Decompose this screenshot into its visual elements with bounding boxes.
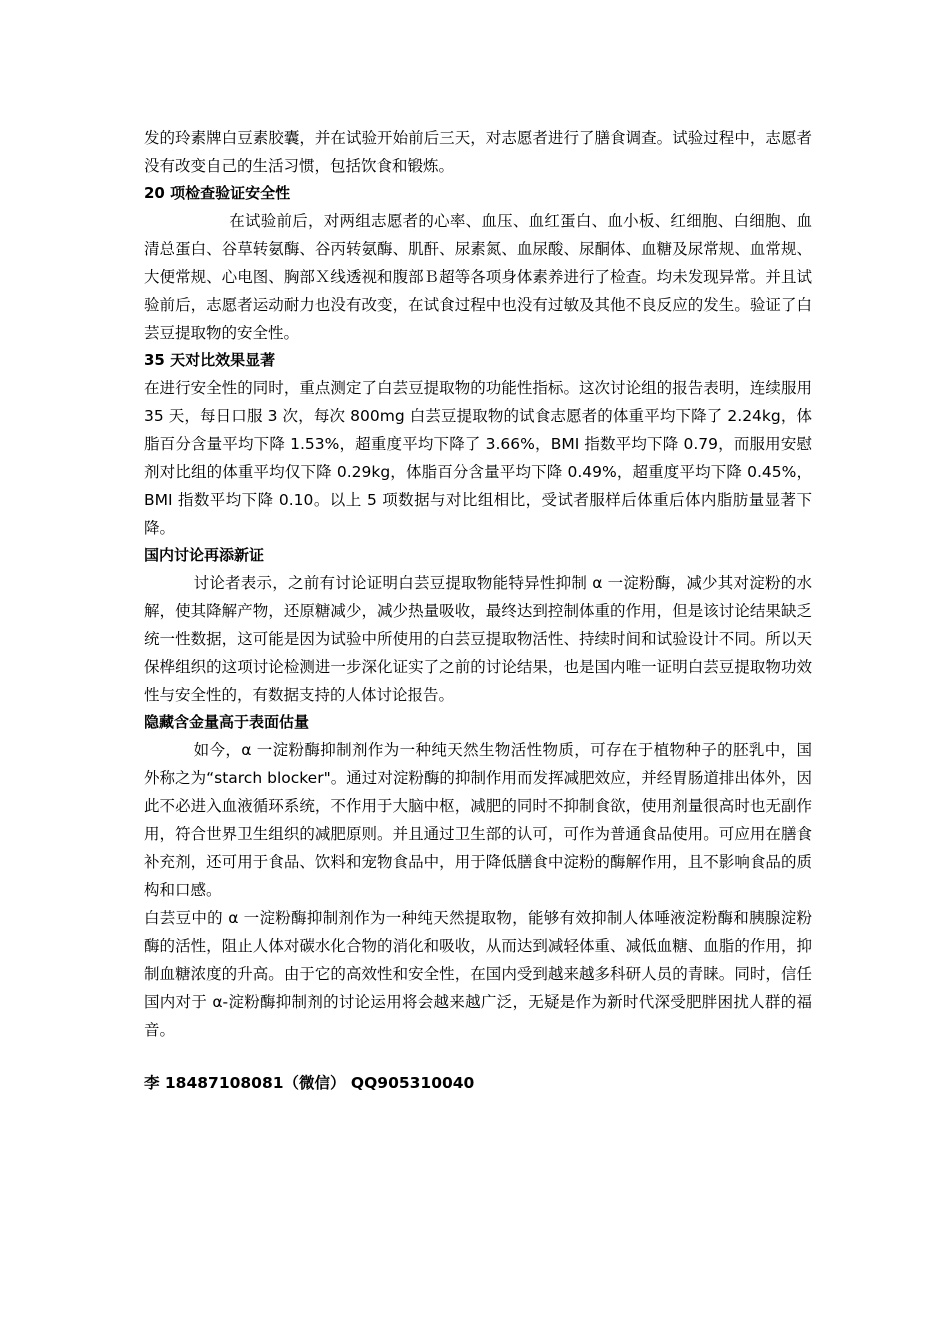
paragraph-domestic-research: 讨论者表示，之前有讨论证明白芸豆提取物能特异性抑制 α 一淀粉酶，减少其对淀粉的水解，使其降解产物，还原糖减少，减少热量吸收，最终达到控制体重的作用，但是该讨论结果缺乏统一性数据，这可能是因为试验中所使用的白芸豆提取物活性、持续时间和试验设计不同。所以天保桦组织的这项讨论检测进一步深化证实了之前的讨论结果，也是国内唯一证明白芸豆提取物功效性与安全性的，有数据支持的人体讨论报告。 [144, 574, 812, 704]
paragraph-intro: 发的玲素牌白豆素胶囊，并在试验开始前后三天，对志愿者进行了膳食调查。试验过程中，志愿者没有改变自己的生活习惯，包括饮食和锻炼。 [144, 129, 812, 175]
paragraph-safety: 在试验前后，对两组志愿者的心率、血压、血红蛋白、血小板、红细胞、白细胞、血清总蛋白、谷草转氨酶、谷丙转氨酶、肌酐、尿素氮、血尿酸、尿酮体、血糖及尿常规、血常规、大便常规、心电图、胸部Ｘ线透视和腹部Ｂ超等各项身体素养进行了检查。均未发现异常。并且试验前后，志愿者运动耐力也没有改变，在试食过程中也没有过敏及其他不良反应的发生。验证了白芸豆提取物的安全性。 [144, 212, 812, 342]
contact-info: 李 18487108081（微信） QQ905310040 [144, 1074, 475, 1092]
heading-safety: 20 项检查验证安全性 [144, 184, 291, 202]
paragraph-35-days: 在进行安全性的同时，重点测定了白芸豆提取物的功能性指标。这次讨论组的报告表明，连续服用 35 天，每日口服 3 次，每次 800mg 白芸豆提取物的试食志愿者的体重平均下降了 2.24kg，体脂百分含量平均下降 1.53%，超重度平均下降了 3.66%，BMI 指数平均下降 0.79，而服用安慰剂对比组的体重平均仅下降 0.29kg，体脂百分含量平均下降 0.49%，超重度平均下降 0.45%，BMI 指数平均下降 0.10。以上 5 项数据与对比组相比，受试者服样后体重后体内脂肪量显著下降。 [144, 379, 817, 537]
heading-domestic-research: 国内讨论再添新证 [144, 546, 265, 564]
heading-35-days: 35 天对比效果显著 [144, 351, 276, 369]
document-page [144, 124, 817, 1097]
paragraph-hidden-value: 如今，α 一淀粉酶抑制剂作为一种纯天然生物活性物质，可存在于植物种子的胚乳中，国外称之为“starch blocker"。通过对淀粉酶的抑制作用而发挥减肥效应，并经胃肠道排出体外，因此不必进入血液循环系统，不作用于大脑中枢，减肥的同时不抑制食欲，使用剂量很高时也无副作用，符合世界卫生组织的减肥原则。并且通过卫生部的认可，可作为普通食品使用。可应用在膳食补充剂，还可用于食品、饮料和宠物食品中，用于降低膳食中淀粉的酶解作用，且不影响食品的质构和口感。 [144, 741, 812, 899]
heading-hidden-value: 隐藏含金量高于表面估量 [144, 713, 310, 731]
paragraph-white-kidney-bean: 白芸豆中的 α 一淀粉酶抑制剂作为一种纯天然提取物，能够有效抑制人体唾液淀粉酶和胰腺淀粉酶的活性，阻止人体对碳水化合物的消化和吸收，从而达到减轻体重、减低血糖、血脂的作用，抑制血糖浓度的升高。由于它的高效性和安全性，在国内受到越来越多科研人员的青睐。同时，信任国内对于 α-淀粉酶抑制剂的讨论运用将会越来越广泛，无疑是作为新时代深受肥胖困扰人群的福音。 [144, 909, 812, 1039]
